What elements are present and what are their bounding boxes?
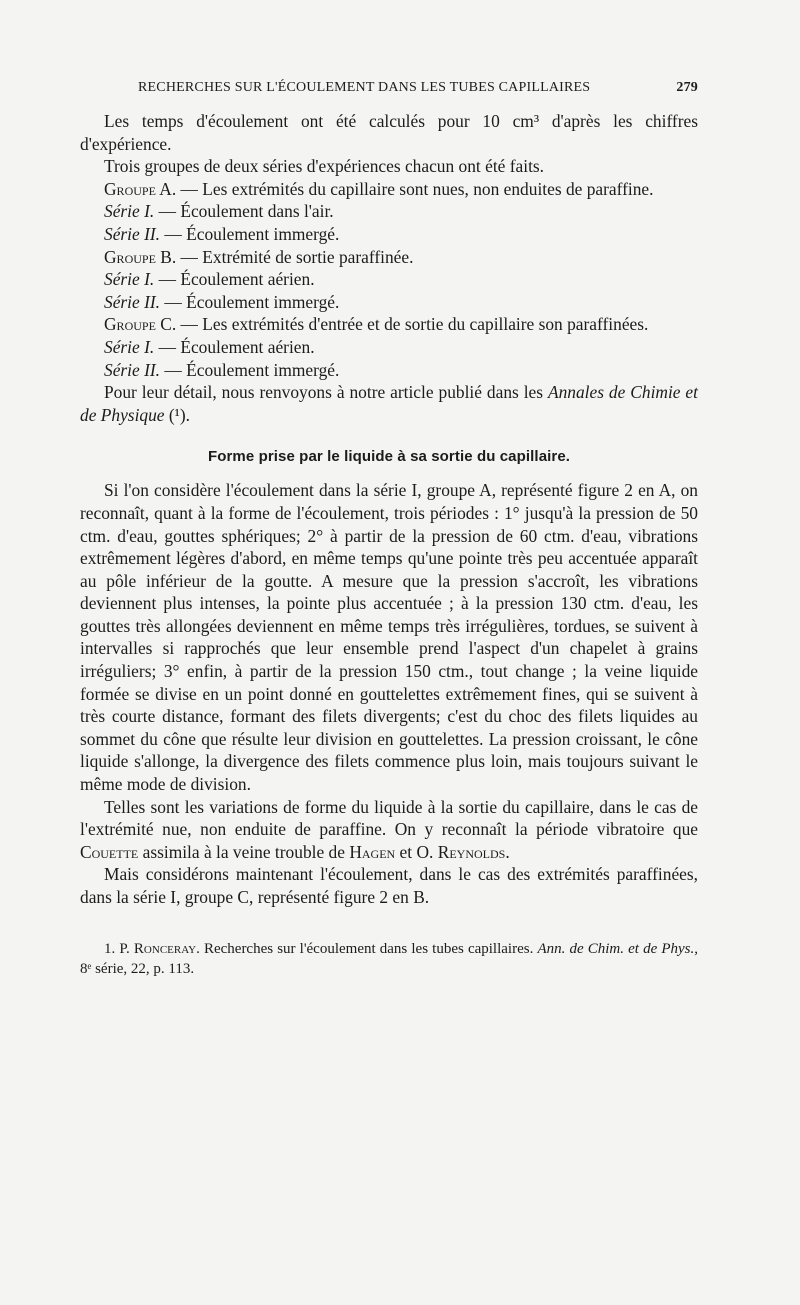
- serie-label: Série II.: [104, 223, 161, 244]
- serie-label: Série I.: [104, 269, 155, 290]
- journal-name: Annales de Chimie et de Physique: [80, 382, 698, 425]
- telles-text-4: .: [505, 841, 510, 862]
- paragraph-groupes: Trois groupes de deux séries d'expériences chacun ont été faits.: [104, 156, 545, 177]
- serie-text: — Écoulement aérien.: [154, 336, 315, 357]
- paragraph-detail: [80, 381, 698, 426]
- serie-label: Série I.: [104, 336, 155, 357]
- detail-text: Pour leur détail, nous renvoyons à notre article publié dans les: [104, 382, 548, 403]
- groupe-c-serie-2: [80, 359, 698, 382]
- groupe-c-serie-1: [80, 336, 698, 359]
- telles-text-3: et O.: [395, 841, 438, 862]
- serie-text: — Écoulement immergé.: [160, 359, 340, 380]
- page: [80, 80, 698, 979]
- groupe-a-label: Groupe A.: [104, 178, 177, 199]
- footnotes: [80, 939, 698, 979]
- serie-label: Série II.: [104, 359, 161, 380]
- section-heading: Forme prise par le liquide à sa sortie du capillaire.: [207, 448, 571, 466]
- groupe-a-serie-2: [80, 223, 698, 246]
- name-couette: Couette: [80, 841, 139, 862]
- serie-text: — Écoulement dans l'air.: [154, 201, 334, 222]
- name-hagen: Hagen: [349, 841, 396, 862]
- groupe-b-label: Groupe B.: [104, 246, 177, 267]
- groupe-c: [80, 313, 698, 336]
- page-number: 279: [676, 80, 698, 95]
- serie-label: Série I.: [104, 201, 155, 222]
- groupe-b-serie-1: [80, 268, 698, 291]
- groupe-c-text: — Les extrémités d'entrée et de sortie du capillaire son paraffinées.: [176, 314, 649, 335]
- footnote-reference: (¹).: [164, 404, 191, 425]
- paragraph-temps: Les temps d'écoulement ont été calculés pour 10 cm³ d'après les chiffres d'expérience.: [80, 111, 698, 154]
- serie-text: — Écoulement immergé.: [160, 223, 340, 244]
- paragraph-mais: Mais considérons maintenant l'écoulement, dans le cas des extrémités paraffinées, dans la série I, groupe C, représenté figure 2 en B.: [80, 864, 698, 907]
- telles-text-2: assimila à la veine trouble de: [138, 841, 350, 862]
- groupe-b: [80, 246, 698, 269]
- footnote-details: , 8ᵉ série, 22, p. 113.: [80, 940, 699, 977]
- groupe-a-text: — Les extrémités du capillaire sont nues, non enduites de paraffine.: [176, 178, 654, 199]
- telles-text-1: Telles sont les variations de forme du liquide à la sortie du capillaire, dans le cas de l'extrémité nue, non enduite de paraffine. On y reconnaît la période vibratoire que: [80, 796, 698, 840]
- serie-label: Série II.: [104, 291, 161, 312]
- groupe-c-label: Groupe C.: [104, 314, 177, 335]
- groupe-a: [80, 178, 698, 201]
- footnote-title: . Recherches sur l'écoulement dans les tubes capillaires.: [196, 940, 538, 957]
- footnote-1: [80, 939, 698, 979]
- serie-text: — Écoulement aérien.: [154, 269, 315, 290]
- running-title: RECHERCHES SUR L'ÉCOULEMENT DANS LES TUBES CAPILLAIRES: [138, 80, 591, 95]
- footnote-journal: Ann. de Chim. et de Phys.: [537, 940, 695, 957]
- serie-text: — Écoulement immergé.: [160, 291, 340, 312]
- footnote-number: 1. P.: [104, 940, 134, 957]
- name-reynolds: Reynolds: [437, 841, 506, 862]
- paragraph-forme: Si l'on considère l'écoulement dans la série I, groupe A, représenté figure 2 en A, on reconnaît, quant à la forme de l'écoulement, trois périodes : 1° jusqu'à la pression de 50 ctm. d'eau, gouttes sphériques; 2° à partir de la pression de 60 ctm. d'eau, vibrations extrêmement légères d'abord, en même temps qu'une pointe très peu accentuée apparaît au pôle inférieur de la goutte. A mesure que la pression s'accroît, les vibrations deviennent plus intenses, la pointe plus accentuée ; à la pression 130 ctm. d'eau, les gouttes très allongées deviennent en même temps très irrégulières, tordues, se suivent à intervalles si rapprochés que leur ensemble prend l'aspect d'un chapelet à grains irréguliers; 3° enfin, à partir de la pression 150 ctm., tout change ; la veine liquide formée se divise en un point donné en gouttelettes extrêmement fines, qui se suivent à très courte distance, formant des filets divergents; c'est du choc des filets liquides au sommet du cône que résulte leur division en gouttelettes. La pression croissant, le cône liquide s'allonge, la divergence des filets commence plus loin, mais toujours suivant le même mode de division.: [80, 480, 698, 795]
- groupe-b-text: — Extrémité de sortie paraffinée.: [176, 246, 414, 267]
- groupe-b-serie-2: [80, 291, 698, 314]
- groupe-a-serie-1: [80, 200, 698, 223]
- paragraph-telles: [80, 796, 698, 864]
- running-head: [80, 80, 698, 96]
- footnote-author: Ronceray: [133, 940, 197, 957]
